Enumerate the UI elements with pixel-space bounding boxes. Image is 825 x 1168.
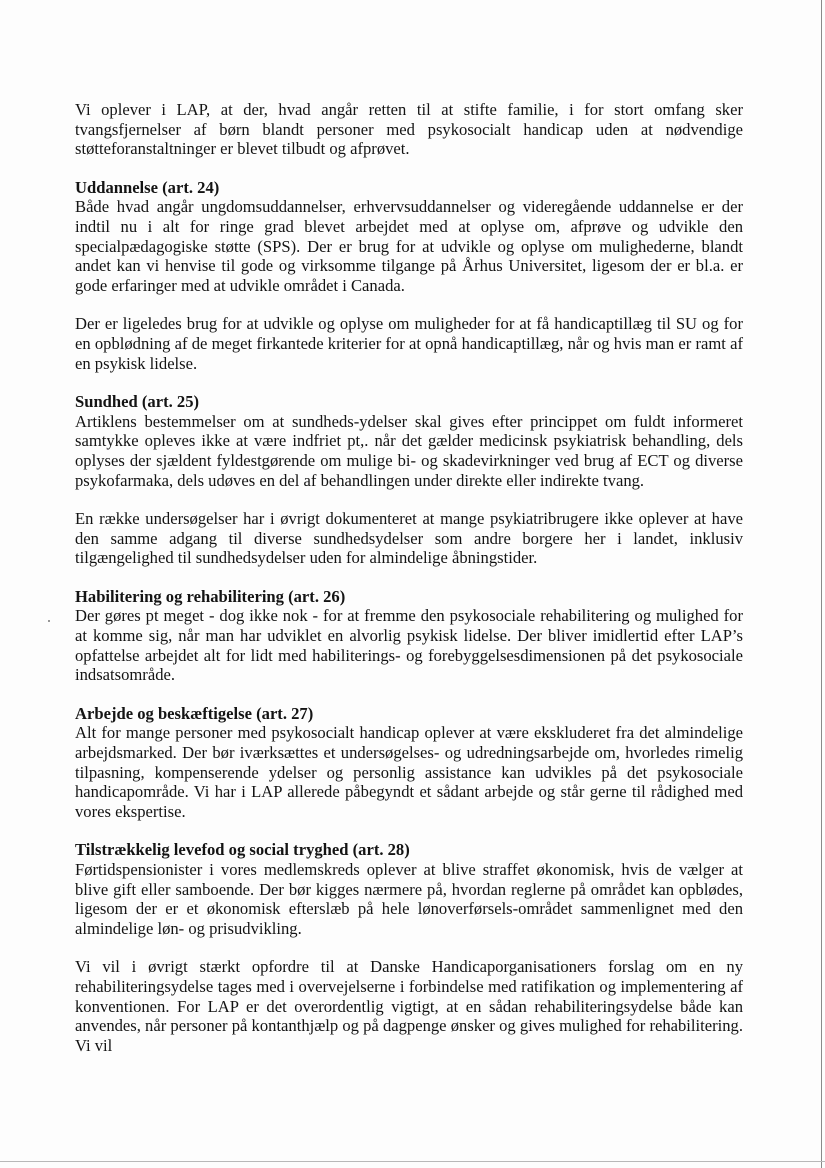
heading-health: Sundhed (art. 25) bbox=[75, 392, 200, 412]
section-education bbox=[75, 178, 743, 373]
scan-speck bbox=[48, 620, 50, 622]
heading-work: Arbejde og beskæftigelse (art. 27) bbox=[75, 703, 314, 723]
heading-education: Uddannelse (art. 24) bbox=[75, 177, 220, 197]
paragraph-work: Alt for mange personer med psykosocialt handicap oplever at være ekskluderet fra det almindelige arbejdsmarked. Der bør iværksættes et undersøgelses- og udredningsarbejde om, hvorledes rimelig tilpasning, kompenserende ydelser og personlig assistance kan udvikles på det psykosociale handicapområde. Vi har i LAP allerede påbegyndt et sådant arbejde og står gerne til rådighed med vores ekspertise. bbox=[75, 723, 743, 821]
paragraph-health-2: En række undersøgelser har i øvrigt dokumenteret at mange psykiatribrugere ikke oplever at have den samme adgang til diverse sundhedsydelser som andre borgere her i landet, inklusiv tilgængelighed til sundhedsydelser uden for almindelige åbningstider. bbox=[75, 509, 743, 568]
paragraph-education-2: Der er ligeledes brug for at udvikle og oplyse om muligheder for at få handicaptillæg til SU og for en opblødning af de meget firkantede kriterier for at opnå handicaptillæg, når og hvis man er ramt af en psykisk lidelse. bbox=[75, 314, 743, 373]
section-living-standard bbox=[75, 840, 743, 1055]
paragraph-education: Både hvad angår ungdomsuddannelser, erhvervsuddannelser og videregående uddannelse er der indtil nu i alt for ringe grad blevet arbejdet med at oplyse om, afprøve og udvikle den specialpædagogiske støtte (SPS). Der er brug for at udvikle og oplyse om mulighederne, blandt andet kan vi henvise til gode og virksomme tilgange på Århus Universitet, ligesom der er bl.a. er gode erfaringer med at udvikle området i Canada. bbox=[75, 197, 743, 295]
paragraph-health: Artiklens bestemmelser om at sundheds-ydelser skal gives efter princippet om fuldt informeret samtykke opleves ikke at være indfriet pt,. når det gælder medicinsk psykiatrisk behandling, dels oplyses der sjældent fyldestgørende om mulige bi- og skadevirkninger ved brug af ECT og diverse psykofarmaka, dels udøves en del af behandlingen under direkte eller indirekte tvang. bbox=[75, 411, 743, 490]
scan-bottom-edge bbox=[0, 1161, 825, 1162]
document-body bbox=[75, 100, 743, 1055]
paragraph-living-standard-2: Vi vil i øvrigt stærkt opfordre til at Danske Handicaporganisationers forslag om en ny rehabiliteringsydelse tages med i overvejelserne i forbindelse med ratifikation og implementering af konventionen. For LAP er det overordentlig vigtigt, at en sådan rehabiliteringsydelse både kan anvendes, når personer på kontanthjælp og på dagpenge ønsker og gives mulighed for rehabilitering. Vi vil bbox=[75, 957, 743, 1055]
paragraph-living-standard: Førtidspensionister i vores medlemskreds oplever at blive straffet økonomisk, hvis de vælger at blive gift eller samboende. Der bør kigges nærmere på, hvordan reglerne på området kan opblødes, ligesom der er et økonomisk efterslæb på hele lønoverførsels-området sammenlignet med den almindelige løn- og prisudvikling. bbox=[75, 860, 743, 938]
scan-right-edge bbox=[821, 0, 822, 1168]
section-rehabilitation bbox=[75, 587, 743, 685]
paragraph-family: Vi oplever i LAP, at der, hvad angår retten til at stifte familie, i for stort omfang sker tvangsfjernelser af børn blandt personer med psykosocialt handicap uden at nødvendige støtteforanstaltninger er blevet tilbudt og afprøvet. bbox=[75, 100, 743, 159]
section-health bbox=[75, 392, 743, 568]
section-work bbox=[75, 704, 743, 822]
paragraph-rehabilitation: Der gøres pt meget - dog ikke nok - for at fremme den psykosociale rehabilitering og mulighed for at komme sig, når man har udviklet en alvorlig psykisk lidelse. Der bliver imidlertid efter LAP’s opfattelse arbejdet alt for lidt med habiliterings- og forebyggelsesdimensionen på det psykosociale indsatsområde. bbox=[75, 606, 743, 685]
section-family bbox=[75, 100, 743, 159]
heading-living-standard: Tilstrækkelig levefod og social tryghed (art. 28) bbox=[75, 840, 410, 860]
heading-rehabilitation: Habilitering og rehabilitering (art. 26) bbox=[75, 586, 346, 606]
